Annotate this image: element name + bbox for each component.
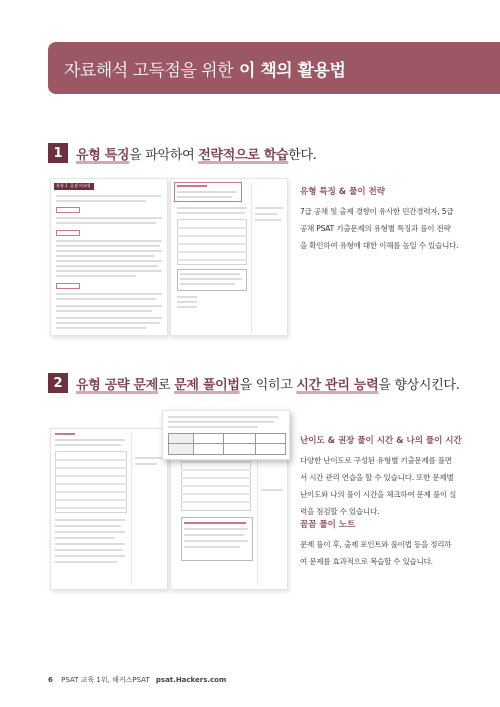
section2-title: 난이도 & 권장 풀이 시간 & 나의 풀이 시간 (300, 436, 462, 446)
type-label-bar (54, 183, 94, 190)
footer-brand: PSAT 교육 1위, 해커스PSAT (61, 676, 150, 684)
step2-highlight-a: 유형 공략 문제 (76, 377, 158, 393)
section3-title: 꼼꼼 풀이 노트 (300, 520, 356, 530)
page-footer (48, 675, 226, 685)
type-heading: 곱셈 비교형 (70, 183, 91, 188)
sample-page-left-1 (50, 178, 168, 336)
step2-plain-c: 을 향상시킨다. (378, 377, 460, 393)
step2-text (76, 374, 460, 393)
section2-line: 력을 점검할 수 있습니다. (300, 507, 380, 516)
step2-plain-a: 로 (158, 377, 175, 393)
section2-line: 서 시간 관리 연습을 할 수 있습니다. 또한 문제별 (300, 473, 454, 482)
step1-highlight-a: 유형 특징 (76, 147, 130, 163)
section2-body (300, 452, 490, 520)
step1-text (76, 144, 317, 163)
sample-page-left-2 (50, 428, 168, 590)
banner-title-regular: 자료해석 고득점을 위한 (64, 60, 234, 81)
step2-highlight-b: 문제 풀이법 (174, 377, 240, 393)
section1-body (300, 203, 490, 254)
step2-plain-b: 을 익히고 (239, 377, 297, 393)
banner-title-bold: 이 책의 활용법 (239, 60, 346, 81)
sample-page-right-1 (170, 178, 288, 336)
step2-number: 2 (48, 373, 68, 393)
page-number: 6 (48, 676, 53, 684)
step1-heading (48, 143, 317, 163)
type-tag: 유형 1 (56, 183, 68, 188)
section2-line: 난이도와 나의 풀이 시간을 체크하여 문제 풀이 실 (300, 490, 457, 499)
title-banner (48, 42, 500, 94)
section1-line: 을 확인하여 유형에 대한 이해를 높일 수 있습니다. (300, 241, 459, 250)
step1-highlight-b: 전략적으로 학습 (198, 147, 289, 163)
step1-number: 1 (48, 143, 68, 163)
section1-line: 공채 PSAT 기출문제의 유형별 특징과 풀이 전략 (300, 224, 451, 233)
section3-body (300, 536, 490, 570)
difficulty-card (162, 410, 290, 460)
section3-line: 여 문제를 효과적으로 복습할 수 있습니다. (300, 557, 433, 566)
section1-title: 유형 특징 & 풀이 전략 (300, 187, 385, 197)
step2-highlight-c: 시간 관리 능력 (296, 377, 379, 393)
step1-plain-b: 한다. (288, 147, 317, 163)
step1-plain-a: 을 파악하여 (129, 147, 199, 163)
section1-line: 7급 공채 및 출제 경향이 유사한 민간경력자, 5급 (300, 207, 454, 216)
step2-heading (48, 373, 460, 393)
section2-line: 다양한 난이도로 구성된 유형별 기출문제를 풀면 (300, 456, 452, 465)
footer-url: psat.Hackers.com (155, 676, 227, 684)
section3-line: 문제 풀이 후, 출제 포인트와 풀이법 등을 정리하 (300, 540, 452, 549)
